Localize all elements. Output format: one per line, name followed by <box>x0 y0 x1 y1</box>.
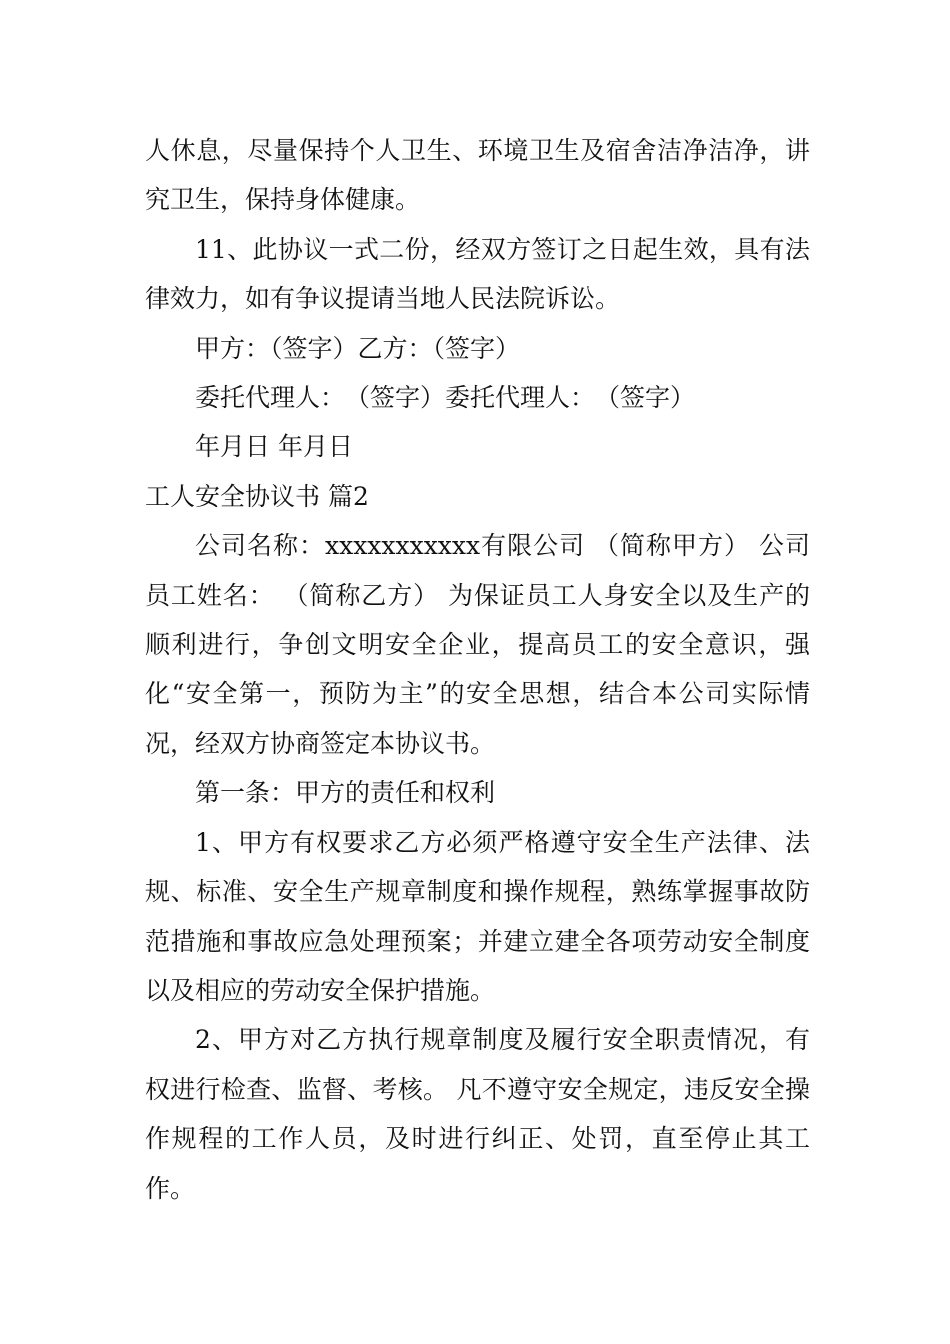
signature-line-agents: 委托代理人： （签字）委托代理人： （签字） <box>195 383 696 413</box>
paragraph-company-intro: 公司名称：xxxxxxxxxxx有限公司 （简称甲方） 公司员工姓名： （简称乙方） 为保证员工人身安全以及生产的顺利进行，争创文明安全企业，提高员工的安全意识，强化“安全第一，预防为主”的安全思想，结合本公司实际情况，经双方协商签定本协议书。 <box>145 531 810 758</box>
section-heading: 工人安全协议书 篇2 <box>145 481 369 511</box>
signature-line-dates: 年月日 年月日 <box>195 432 353 462</box>
article-heading-1: 第一条：甲方的责任和权利 <box>195 778 496 808</box>
paragraph-item-2: 2、甲方对乙方执行规章制度及履行安全职责情况，有权进行检查、监督、考核。 凡不遵守安全规定，违反安全操作规程的工作人员，及时进行纠正、处罚，直至停止其工作。 <box>145 1025 810 1203</box>
paragraph-clause-11: 11、此协议一式二份，经双方签订之日起生效，具有法律效力，如有争议提请当地人民法院诉讼。 <box>145 234 810 314</box>
document-body <box>145 126 810 1213</box>
signature-line-parties: 甲方：（签字）乙方：（签字） <box>195 333 521 363</box>
paragraph-hygiene-continuation: 人休息，尽量保持个人卫生、环境卫生及宿舍洁净洁净，讲究卫生，保持身体健康。 <box>145 136 810 215</box>
paragraph-item-1: 1、甲方有权要求乙方必须严格遵守安全生产法律、法规、标准、安全生产规章制度和操作规程，熟练掌握事故防范措施和事故应急处理预案；并建立建全各项劳动安全制度以及相应的劳动安全保护措施。 <box>145 827 810 1005</box>
